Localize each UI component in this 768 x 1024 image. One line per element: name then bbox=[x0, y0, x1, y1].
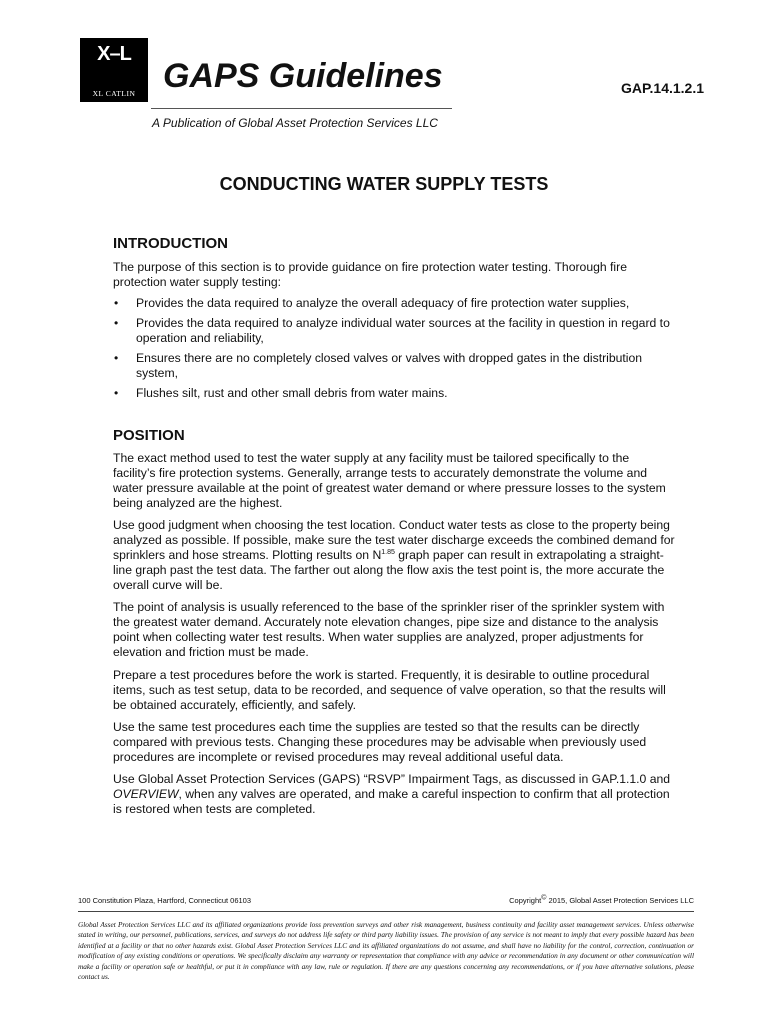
document-number: GAP.14.1.2.1 bbox=[621, 80, 705, 96]
footer-address: 100 Constitution Plaza, Hartford, Connecticut 06103 bbox=[78, 896, 252, 905]
superscript-exponent: 1.85 bbox=[381, 548, 395, 556]
legal-disclaimer: Global Asset Protection Services LLC and its affiliated organizations provide loss prevention surveys and other risk management, business continuity and facility asset management services. Unless otherwise stated in writing, our personnel, publications, services, and surveys do not address life safety or third party liability issues. The provision of any service is not meant to imply that every possible hazard has been identified at a facility or that no other hazards exist. Global Asset Protection Services LLC and its affiliated organizations do not assume, and shall have no liability for the control, correction, continuation or modification of any existing conditions or operations. We specifically disclaim any warranty or representation that compliance with any advice or recommendation in any document or other communication will make a facility or operation safe or healthful, or put it in compliance with any law, rule or regulation. If there are any questions concerning any recommendations, or if you have alternative solutions, please contact us. bbox=[78, 920, 694, 982]
paragraph-text: Use good judgment when choosing the test location. Conduct water tests as close to the property being analyzed as possible. If possible, make sure the test water discharge exceeds the combined demand for sprinklers and hose streams. Plotting results on N bbox=[113, 518, 675, 562]
bullet-icon: • bbox=[114, 386, 119, 400]
copyright-symbol: © bbox=[541, 894, 547, 902]
bullet-icon: • bbox=[114, 296, 119, 310]
bullet-icon: • bbox=[114, 351, 119, 365]
bullet-text: Provides the data required to analyze individual water sources at the facility in question in regard to operation and reliability, bbox=[136, 316, 670, 345]
paragraph-text: , when any valves are operated, and make a careful inspection to confirm that all protection is restored when tests are completed. bbox=[113, 787, 670, 816]
copyright-label: Copyright bbox=[509, 896, 542, 905]
overview-reference: OVERVIEW bbox=[113, 787, 179, 801]
list-item bbox=[113, 386, 675, 401]
list-item bbox=[113, 316, 675, 346]
list-item bbox=[113, 351, 675, 381]
introduction-heading: INTRODUCTION bbox=[113, 235, 228, 252]
position-paragraph-4: Prepare a test procedures before the work is started. Frequently, it is desirable to outline procedural items, such as test setup, data to be recorded, and sequence of valve operation, so that the results will be obtained accurately, efficiently, and safely. bbox=[113, 668, 666, 712]
header-divider bbox=[151, 108, 452, 109]
position-paragraph-5: Use the same test procedures each time the supplies are tested so that the results can be directly compared with previous tests. Changing these procedures may be advisable when previously used procedures are incomplete or revised procedures may reveal additional useful data. bbox=[113, 720, 647, 764]
bullet-icon: • bbox=[114, 316, 119, 330]
paragraph-text: graph paper can result in extrapolating a straight-line graph past the test data. The farther out along the flow axis the test point is, the more accurate the overall curve will be. bbox=[113, 548, 665, 592]
footer-copyright bbox=[480, 896, 694, 906]
position-paragraph-3: The point of analysis is usually referenced to the base of the sprinkler riser of the sprinkler system with the greatest water demand. Accurately note elevation changes, pipe size and distance to the analysis point when collecting water test results. When water supplies are analyzed, proper adjustments for elevation and friction must be made. bbox=[113, 600, 665, 659]
bullet-text: Ensures there are no completely closed valves or valves with dropped gates in the distribution system, bbox=[136, 351, 643, 380]
bullet-text: Flushes silt, rust and other small debris from water mains. bbox=[136, 386, 448, 400]
position-heading: POSITION bbox=[113, 427, 185, 444]
logo-name: XL CATLIN bbox=[92, 89, 136, 98]
paragraph-text: Use Global Asset Protection Services (GAPS) “RSVP” Impairment Tags, as discussed in GAP.1.1.0 and bbox=[113, 772, 671, 786]
position-paragraph-1: The exact method used to test the water supply at any facility must be tailored specifically to the facility’s fire protection systems. Generally, arrange tests to accurately demonstrate the volume and water pressure available at the point of greatest water demand or where pressure losses to the system being analyzed are the highest. bbox=[113, 451, 666, 510]
xl-catlin-logo bbox=[80, 38, 148, 102]
publication-title: GAPS Guidelines bbox=[163, 57, 443, 95]
bullet-text: Provides the data required to analyze the overall adequacy of fire protection water supplies, bbox=[136, 296, 630, 310]
position-paragraph-2 bbox=[113, 518, 675, 593]
introduction-lead: The purpose of this section is to provide guidance on fire protection water testing. Thorough fire protection water supply testing: bbox=[113, 260, 627, 289]
copyright-holder: 2015, Global Asset Protection Services LLC bbox=[546, 896, 694, 905]
introduction-bullet-list bbox=[113, 296, 675, 406]
list-item bbox=[113, 296, 675, 311]
document-title: CONDUCTING WATER SUPPLY TESTS bbox=[219, 174, 549, 194]
logo-mark: X–L bbox=[97, 43, 131, 65]
position-paragraph-6 bbox=[113, 772, 675, 817]
footer-divider bbox=[78, 911, 694, 912]
publication-subtitle: A Publication of Global Asset Protection Services LLC bbox=[152, 116, 438, 130]
